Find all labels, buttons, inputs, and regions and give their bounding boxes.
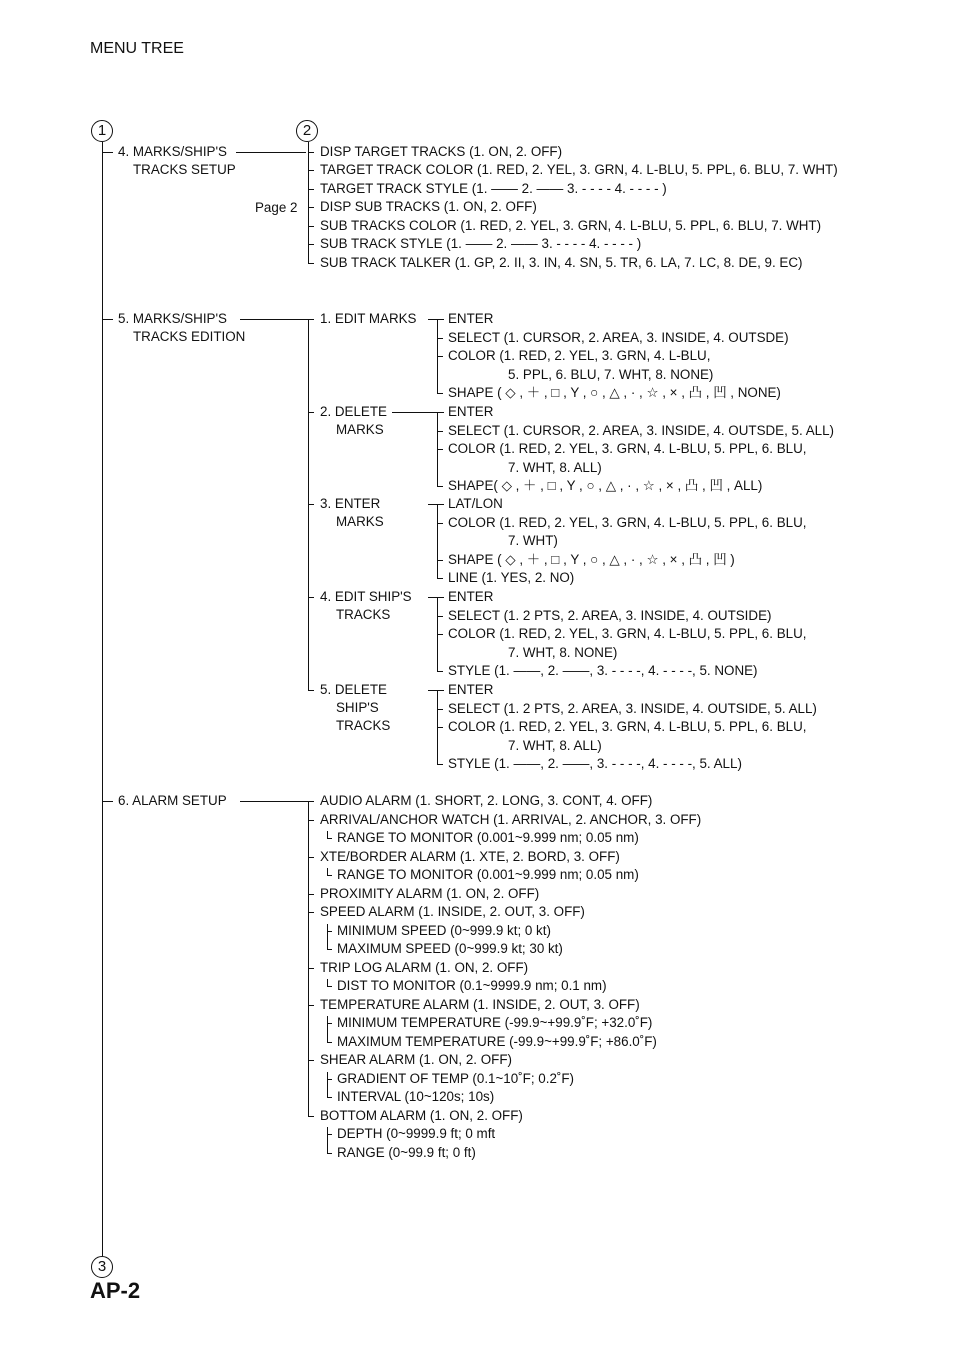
connector-line xyxy=(308,263,314,264)
section-6-title: 6. ALARM SETUP xyxy=(118,793,227,808)
section-5-item: COLOR (1. RED, 2. YEL, 3. GRN, 4. L-BLU, 5. PPL, 6. BLU, xyxy=(448,514,807,530)
circle-marker-3: 3 xyxy=(91,1256,113,1278)
connector-line xyxy=(102,142,103,1256)
connector-line xyxy=(327,1016,328,1042)
connector-line xyxy=(102,801,113,802)
page-header: MENU TREE xyxy=(90,40,184,57)
section-5-item: SHAPE( ◇ , ＋ , □ , Y , ○ , △ , · , ☆ , × , 凸 , 凹 , ALL) xyxy=(448,478,763,493)
connector-line xyxy=(308,597,314,598)
section-5-group-label: MARKS xyxy=(336,422,384,437)
connector-line xyxy=(327,1072,328,1098)
section-5-group-label: 3. ENTER xyxy=(320,496,381,511)
connector-line xyxy=(327,831,328,838)
section-4-item: DISP TARGET TRACKS (1. ON, 2. OFF) xyxy=(320,144,563,159)
section-6-item: ARRIVAL/ANCHOR WATCH (1. ARRIVAL, 2. ANCHOR, 3. OFF) xyxy=(320,811,702,827)
section-4-title: TRACKS SETUP xyxy=(133,162,236,177)
connector-line xyxy=(437,504,438,578)
connector-line xyxy=(437,393,443,394)
connector-line xyxy=(327,1153,332,1154)
section-5-group-label: 2. DELETE xyxy=(320,404,387,419)
section-6-item: AUDIO ALARM (1. SHORT, 2. LONG, 3. CONT, 4. OFF) xyxy=(320,793,653,808)
section-6-item: SHEAR ALARM (1. ON, 2. OFF) xyxy=(320,1052,512,1067)
section-4-item: TARGET TRACK STYLE (1. —— 2. —— 3. - - - - 4. - - - - ) xyxy=(320,181,667,196)
connector-line xyxy=(308,801,309,1116)
connector-line xyxy=(240,319,314,320)
section-5-group-label: 4. EDIT SHIP'S xyxy=(320,589,412,604)
connector-line xyxy=(308,504,314,505)
section-6-subitem: RANGE TO MONITOR (0.001~9.999 nm; 0.05 nm) xyxy=(337,830,639,845)
section-4-title: 4. MARKS/SHIP'S xyxy=(118,144,227,159)
section-5-item: SELECT (1. 2 PTS, 2. AREA, 3. INSIDE, 4. OUTSIDE) xyxy=(448,607,772,623)
connector-line xyxy=(327,1042,332,1043)
connector-line xyxy=(327,1097,332,1098)
connector-line xyxy=(327,924,328,950)
section-6-subitem: INTERVAL (10~120s; 10s) xyxy=(337,1089,495,1104)
connector-line xyxy=(236,152,306,153)
section-5-group-label: 5. DELETE xyxy=(320,682,387,697)
connector-line xyxy=(308,244,314,245)
connector-line xyxy=(327,1127,328,1153)
section-6-subitem: MINIMUM TEMPERATURE (-99.9~+99.9˚F; +32.0˚F) xyxy=(337,1015,653,1030)
section-4-item: SUB TRACKS COLOR (1. RED, 2. YEL, 3. GRN, 4. L-BLU, 5. PPL, 6. BLU, 7. WHT) xyxy=(320,218,822,233)
section-6-subitem: DEPTH (0~9999.9 ft; 0 mft xyxy=(337,1126,496,1141)
section-6-item: XTE/BORDER ALARM (1. XTE, 2. BORD, 3. OFF) xyxy=(320,848,620,864)
section-6-item: PROXIMITY ALARM (1. ON, 2. OFF) xyxy=(320,885,540,901)
connector-line xyxy=(437,671,443,672)
page-reference: Page 2 xyxy=(255,200,298,215)
connector-line xyxy=(308,152,314,153)
connector-line xyxy=(437,690,438,764)
section-5-item: 7. WHT, 8. ALL) xyxy=(508,459,602,475)
section-5-item: ENTER xyxy=(448,311,494,326)
section-4-item: TARGET TRACK COLOR (1. RED, 2. YEL, 3. GRN, 4. L-BLU, 5. PPL, 6. BLU, 7. WHT) xyxy=(320,162,838,177)
section-6-item: TEMPERATURE ALARM (1. INSIDE, 2. OUT, 3. OFF) xyxy=(320,996,640,1012)
section-5-item: SELECT (1. CURSOR, 2. AREA, 3. INSIDE, 4. OUTSDE, 5. ALL) xyxy=(448,422,834,438)
section-5-item: ENTER xyxy=(448,682,494,697)
connector-line xyxy=(327,875,332,876)
connector-line xyxy=(308,690,314,691)
section-5-item: 5. PPL, 6. BLU, 7. WHT, 8. NONE) xyxy=(508,366,714,382)
connector-line xyxy=(327,986,332,987)
connector-line xyxy=(308,170,314,171)
section-6-subitem: GRADIENT OF TEMP (0.1~10˚F; 0.2˚F) xyxy=(337,1070,574,1086)
section-4-item: SUB TRACK STYLE (1. —— 2. —— 3. - - - - 4. - - - - ) xyxy=(320,236,642,251)
section-5-item: STYLE (1. ——, 2. ——, 3. - - - -, 4. - - - -, 5. NONE) xyxy=(448,663,758,678)
circle-marker-1: 1 xyxy=(91,120,113,142)
connector-line xyxy=(437,578,443,579)
connector-line xyxy=(327,979,328,986)
section-6-item: SPEED ALARM (1. INSIDE, 2. OUT, 3. OFF) xyxy=(320,904,585,919)
section-5-item: COLOR (1. RED, 2. YEL, 3. GRN, 4. L-BLU, 5. PPL, 6. BLU, xyxy=(448,719,807,734)
connector-line xyxy=(437,319,438,393)
section-5-item: 7. WHT, 8. NONE) xyxy=(508,644,618,660)
connector-line xyxy=(102,152,113,153)
section-5-group-label: SHIP'S xyxy=(336,700,379,715)
connector-line xyxy=(308,207,314,208)
section-6-item: TRIP LOG ALARM (1. ON, 2. OFF) xyxy=(320,959,529,975)
section-5-group-label: TRACKS xyxy=(336,607,391,622)
connector-line xyxy=(308,412,314,413)
section-5-item: LINE (1. YES, 2. NO) xyxy=(448,570,575,585)
section-5-item: 7. WHT) xyxy=(508,533,558,548)
section-5-item: COLOR (1. RED, 2. YEL, 3. GRN, 4. L-BLU, xyxy=(448,348,711,363)
section-4-item: DISP SUB TRACKS (1. ON, 2. OFF) xyxy=(320,199,537,214)
connector-line xyxy=(327,838,332,839)
section-5-item: SHAPE ( ◇ , ＋ , □ , Y , ○ , △ , · , ☆ , × , 凸 , 凹 , NONE) xyxy=(448,385,781,400)
circle-marker-2: 2 xyxy=(296,120,318,142)
section-5-item: SELECT (1. CURSOR, 2. AREA, 3. INSIDE, 4. OUTSDE) xyxy=(448,329,789,345)
section-5-item: COLOR (1. RED, 2. YEL, 3. GRN, 4. L-BLU, 5. PPL, 6. BLU, xyxy=(448,626,807,641)
section-5-item: STYLE (1. ——, 2. ——, 3. - - - -, 4. - - - -, 5. ALL) xyxy=(448,756,742,771)
section-5-item: 7. WHT, 8. ALL) xyxy=(508,737,602,753)
section-6-subitem: MAXIMUM TEMPERATURE (-99.9~+99.9˚F; +86.0˚F) xyxy=(337,1033,657,1049)
section-5-group-label: MARKS xyxy=(336,514,384,529)
section-5-group-label: 1. EDIT MARKS xyxy=(320,311,417,326)
section-5-item: LAT/LON xyxy=(448,496,503,511)
connector-line xyxy=(308,319,314,320)
section-6-subitem: MINIMUM SPEED (0~999.9 kt; 0 kt) xyxy=(337,922,551,938)
section-5-item: SHAPE ( ◇ , ＋ , □ , Y , ○ , △ , · , ☆ , × , 凸 , 凹 ) xyxy=(448,551,735,567)
section-6-subitem: DIST TO MONITOR (0.1~9999.9 nm; 0.1 nm) xyxy=(337,978,607,993)
connector-line xyxy=(437,597,438,671)
section-5-group-label: TRACKS xyxy=(336,718,391,733)
section-6-item: BOTTOM ALARM (1. ON, 2. OFF) xyxy=(320,1107,523,1123)
page-number: AP-2 xyxy=(90,1278,141,1303)
section-6-subitem: MAXIMUM SPEED (0~999.9 kt; 30 kt) xyxy=(337,941,563,956)
connector-line xyxy=(308,1116,314,1117)
connector-line xyxy=(327,868,328,875)
section-6-subitem: RANGE TO MONITOR (0.001~9.999 nm; 0.05 nm) xyxy=(337,867,639,882)
connector-line xyxy=(437,486,443,487)
section-5-title: TRACKS EDITION xyxy=(133,329,246,344)
section-5-item: ENTER xyxy=(448,589,494,604)
section-5-item: COLOR (1. RED, 2. YEL, 3. GRN, 4. L-BLU, 5. PPL, 6. BLU, xyxy=(448,441,807,456)
section-4-item: SUB TRACK TALKER (1. GP, 2. II, 3. IN, 4. SN, 5. TR, 6. LA, 7. LC, 8. DE, 9. EC) xyxy=(320,255,803,270)
section-5-item: SELECT (1. 2 PTS, 2. AREA, 3. INSIDE, 4. OUTSIDE, 5. ALL) xyxy=(448,700,817,716)
section-5-item: ENTER xyxy=(448,404,494,419)
connector-line xyxy=(437,412,438,486)
section-5-title: 5. MARKS/SHIP'S xyxy=(118,311,227,326)
connector-line xyxy=(308,226,314,227)
connector-line xyxy=(437,764,443,765)
section-6-subitem: RANGE (0~99.9 ft; 0 ft) xyxy=(337,1144,476,1160)
connector-line xyxy=(102,319,113,320)
connector-line xyxy=(240,801,314,802)
connector-line xyxy=(308,142,309,152)
connector-line xyxy=(327,949,332,950)
connector-line xyxy=(308,189,314,190)
